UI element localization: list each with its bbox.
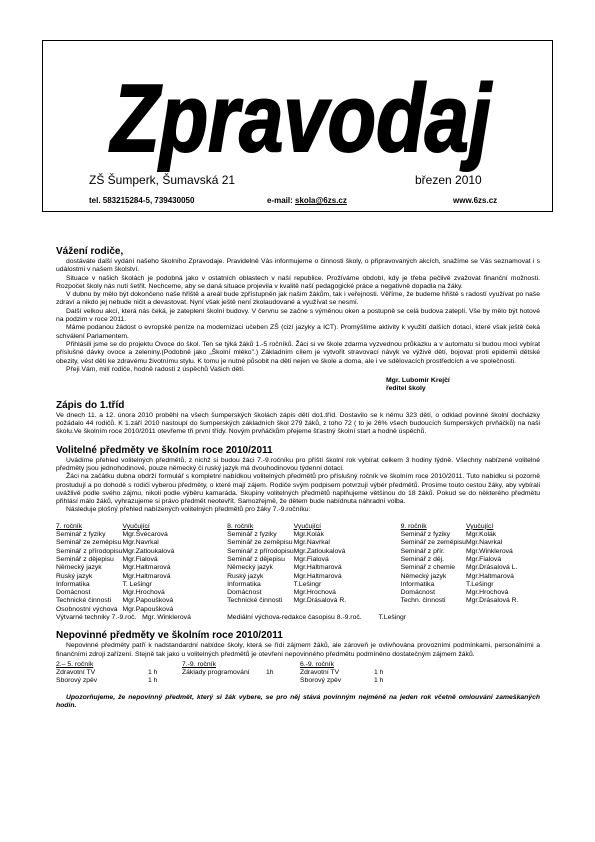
teacher-name: Mgr.Navrkal [465, 539, 503, 547]
teacher-name: Mgr.Hrochová [122, 589, 165, 597]
teacher-name: Mgr.Haltmarová [122, 564, 171, 572]
subject-name: Seminář z děj. [400, 555, 445, 563]
email-label: e-mail: [267, 196, 293, 205]
subject-name: Sborový zpěv [300, 677, 342, 685]
newsletter-logo [101, 59, 501, 179]
volitelne-paragraph: Žáci na začátku dubna obdrží formulář s kompletní nabídkou volitelných předmětů pro příslušný ročník ve školním roce 2010/2011. Tuto nabídku si pozorně prostudují a po dohodě s rodiči vyberou předměty, o které mají zájem. Rodiče svým podpisem potvrzují výběr předmětů. Prosíme touto cestou žáky, aby vybírali uvážlivě podle svého zájmu, nikoli podle výběru kamaráda. Skupiny volitelných předmětů naplňujeme většinou do 18 žáků. Pokud se do některého předmětu přihlásí málo žáků, vyhrazujeme si právo předmět neotevřít. Samozřejmě, že dětem bude nabídnuta náhradní volba. [56, 473, 540, 506]
subject-name: Seminář z přírodopisu [56, 547, 123, 555]
table-row [56, 669, 404, 677]
table-row [56, 597, 540, 605]
teacher-name: Mgr.Haltmarová [293, 564, 342, 572]
teacher-name [294, 606, 401, 614]
volitelne-title: Volitelné předměty ve školním roce 2010/2011 [56, 444, 273, 456]
subject-name: Sborový zpěv [56, 677, 98, 685]
email-link[interactable]: skola@6zs.cz [295, 196, 347, 205]
intro-paragraph: Přihlásili jsme se do projektu Ovoce do škol. Ten se týká žáků 1.-5 ročníků. Žáci si ve škole zdarma vyzvednou průkazku a v automatu si budou moci vybírat příslušné dávky ovoce a zeleniny.(Podobně jako „Školní mléko".) Základním cílem je vytvořit stravovací návyk ve výživě dětí, bojovat proti epidemii dětské obezity, vést děti ke zdravému životnímu stylu. K tomu je nutné působit na děti nejen ve škole a doma, ale i ve sdělovacích prostředcích a ve společnosti. [56, 340, 540, 365]
subject-name: Informatika [227, 580, 261, 588]
table-row [56, 589, 540, 597]
teacher-name: Mgr.Winklerová [465, 547, 513, 555]
teacher-name: Mgr.Haltmarová [293, 572, 342, 580]
intro-body [56, 258, 540, 374]
subject-name: Německý jazyk [56, 564, 102, 572]
teacher-name [466, 606, 540, 614]
teacher-name: Mgr.Drásalová R. [293, 597, 347, 605]
subject-hours: 1 h [148, 677, 158, 685]
subject-name: Výtvarné techniky 7.-9.roč. [56, 613, 137, 621]
teacher-name: Mgr.Zatloukalová [122, 547, 175, 555]
column-header: 7.-9. ročník [182, 660, 216, 668]
subject-name: Ruský jazyk [227, 572, 264, 580]
table-row [56, 614, 540, 622]
teacher-name: Mgr.Drásalová L. [465, 564, 518, 572]
subject-name: Seminář z přír. [400, 547, 445, 555]
subject-name [182, 677, 266, 685]
subject-name: Německý jazyk [400, 572, 447, 580]
elective-subjects-table [56, 523, 540, 623]
table-row [56, 581, 540, 589]
teacher-name: Mgr.Papoušková [122, 605, 174, 613]
subject-name: Seminář z dějepisu [227, 555, 285, 563]
teacher-name: Mgr. Winklerová [142, 613, 191, 621]
teacher-name: Mgr.Haltmarová [122, 572, 171, 580]
teacher-name: Mgr.Fialová [122, 555, 158, 563]
subject-name: Základy programování [182, 669, 250, 677]
teacher-name: Mgr.Švécarová [122, 531, 168, 539]
subject-name: Techn. činnosti [400, 597, 446, 605]
table-row [56, 573, 540, 581]
zapis-text: Ve dnech 11. a 12. února 2010 proběhl na všech šumperských školách zápis dětí do1.tříd. Dostavilo se k němu 323 dětí, o odklad povinné školní docházky požádalo 44 rodičů. K 1.září 2010 nastoupí do šumperských základních škol 279 žáků, z toho 72 ( to je 26% všech budoucích šumperských prvňáčků) na naši školu.Ve školním roce 2010/2011 otevřeme tři první třídy. Novým prvňáčkům přejeme šťastný školní start a hodně úspěchů. [56, 411, 540, 436]
nepovinne-title: Nepovinné předměty ve školním roce 2010/2011 [56, 630, 283, 642]
intro-paragraph: dostáváte další vydání našeho školního Zpravodaje. Pravidelně Vás informujeme o činnosti školy, o připravovaných akcích, snažíme se Vás seznamovat i s událostmi v našem školství. [56, 258, 540, 274]
column-header: 9. ročník [400, 522, 427, 530]
teacher-name: Mgr.Kolák [293, 531, 324, 539]
subject-name: Technické činnosti [56, 597, 112, 605]
teacher-name: Mgr.Drásalová R. [465, 597, 519, 605]
teacher-name: Mgr.Navrkal [293, 539, 330, 547]
school-name: ZŠ Šumperk, Šumavská 21 [89, 173, 236, 187]
subject-name: Informatika [56, 580, 90, 588]
important-note: Upozorňujeme, že nepovinný předmět, který si žák vybere, se pro něj stává povinným nejméně na jeden rok včetně omlouvání zameškaných hodin. [56, 693, 540, 710]
newsletter-content [56, 240, 540, 710]
teacher-name: Mgr.Papoušková [122, 597, 174, 605]
teacher-name: Mgr.Haltmarová [465, 572, 514, 580]
subject-name: Zdravotní TV [300, 669, 340, 677]
table-cell [56, 614, 227, 622]
nepovinne-text: Nepovinné předměty patří k nadstandardní nabídce školy, která se řídí zájmem žáků, ale zároveň je ovlivňována provozními podmínkami, personálními a finančními zdroji zařízení. Stejně tak jako u volitelných předmětů je otevření nepovinného předmětu podmíněno dostatečným zájmem žáků. [56, 642, 540, 658]
subject-name: Domácnost [56, 589, 91, 597]
volitelne-paragraph: Následuje plošný přehled nabízených volitelných předmětů pro žáky 7.-9.ročníku: [66, 506, 311, 514]
signature-name: Mgr. Lubomír Krejčí [386, 377, 450, 385]
table-row [56, 548, 540, 556]
subject-name: Seminář z přírodopisu [227, 547, 294, 555]
subject-name: Seminář ze zeměpisu [227, 539, 293, 547]
zapis-title: Zápis do 1.tříd [56, 399, 125, 411]
subject-name: Německý jazyk [227, 564, 273, 572]
column-header: 2.– 5. ročník [56, 660, 94, 668]
table-cell [227, 614, 466, 622]
subject-name: Ruský jazyk [56, 572, 93, 580]
subject-name: Seminář z fyziky [227, 531, 277, 539]
subject-name: Seminář z chemie [400, 564, 456, 572]
teacher-name: T.Lešingr [378, 613, 407, 621]
newsletter-header [42, 40, 553, 212]
intro-paragraph: Přeji Vám, milí rodiče, hodně radosti z úspěchů Vašich dětí. [66, 365, 245, 373]
column-header: Vyučující [293, 522, 321, 530]
table-body [56, 531, 540, 614]
table-header-row [56, 523, 540, 531]
subject-name: Mediální výchova-redakce časopisu 8.-9.roč. [227, 613, 362, 621]
optional-subjects-table [56, 661, 404, 686]
table-row [56, 564, 540, 572]
teacher-name: Mgr.Fialová [293, 555, 329, 563]
teacher-name: Mgr.Zatloukalová [293, 547, 346, 555]
volitelne-paragraph: Uvádíme přehled volitelných předmětů, z nichž si budou žáci 7.-9.ročníku pro příští školní rok vybírat celkem 3 hodiny týdně. Všechny nabízené volitelné předměty jsou jednohodinové, pouze německý či ruský jazyk má dvouhodinovou týdenní dotaci. [56, 456, 540, 472]
intro-paragraph: Máme podanou žádost o evropské peníze na modernizaci učeben ZŠ (cizí jazyky a ICT). Promýšlíme aktivity k využití dalších dotací, které však ještě čeká schválení Parlamentem. [56, 324, 540, 340]
subject-name: Seminář z fyziky [56, 531, 106, 539]
subject-name [401, 606, 466, 614]
table-cell [466, 614, 540, 622]
subject-hours: 1 h [148, 669, 158, 677]
column-header: 7. ročník [56, 522, 83, 530]
teacher-name: Mgr.Hrochová [465, 589, 509, 597]
subject-name: Informatika [400, 580, 435, 588]
teacher-name: Mgr.Hrochová [293, 589, 336, 597]
subject-name: Seminář z fyziky [400, 531, 451, 539]
email-line [267, 196, 347, 205]
table-row [56, 677, 404, 685]
subject-name: Technické činnosti [227, 597, 283, 605]
subject-name: Seminář z dějepisu [56, 555, 114, 563]
logo-text: Zpravodaj [108, 65, 493, 172]
column-header: 6.-9. ročník [300, 660, 334, 668]
subject-hours: 1h [266, 669, 274, 677]
subject-name [227, 606, 294, 614]
teacher-name: Mgr.Fialová [465, 555, 502, 563]
column-header: Vyučující [465, 522, 494, 530]
teacher-name: Mgr.Navrkal [122, 539, 159, 547]
table-row [56, 556, 540, 564]
teacher-name: T.Lešingr [465, 580, 494, 588]
table-row [56, 531, 540, 539]
subject-hours: 1 h [374, 677, 384, 685]
table-header-row [56, 661, 404, 669]
signature [386, 377, 540, 394]
subject-name: Domácnost [400, 589, 435, 597]
website-link[interactable]: www.6zs.cz [453, 196, 498, 205]
subject-hours: 1 h [374, 669, 384, 677]
table-row [56, 539, 540, 547]
column-header: 8. ročník [227, 522, 254, 530]
subject-name: Seminář ze zeměpisu [400, 539, 466, 547]
subject-name: Seminář ze zeměpisu [56, 539, 122, 547]
subject-name: Zdravotní TV [56, 669, 96, 677]
teacher-name: Mgr.Kolák [465, 531, 497, 539]
teacher-name: T. Lešingr [122, 580, 152, 588]
phone-numbers: tel. 583215284-5, 739430050 [89, 196, 195, 205]
intro-paragraph: Situace v našich školách je podobná jako v ostatních oblastech v naší republice. Prožíváme období, kdy je třeba pečlivě zvažovat finanční možnosti. Rozpočet školy nás nutí šetřit. Nechceme, aby se daná situace projevila v kvalitě naší pedagogické práce a negativně dopadla na žáky. [56, 274, 540, 290]
intro-paragraph: Další velkou akcí, která nás čeká, je zateplení školní budovy. V červnu se začne s výměnou oken a postupně se celá budova zateplí. Vše by mělo být hotové na podzim v roce 2011. [56, 307, 540, 324]
subject-name: Osobnostní výchova [56, 605, 118, 613]
table-row [56, 606, 540, 614]
subject-name: Domácnost [227, 589, 262, 597]
teacher-name: T.Lešingr [293, 580, 322, 588]
column-header: Vyučující [122, 522, 150, 530]
subject-hours [266, 677, 300, 685]
intro-title: Vážení rodiče, [56, 246, 124, 257]
signature-role: ředitel školy [386, 385, 426, 393]
issue-date: březen 2010 [415, 173, 482, 187]
intro-paragraph: V dubnu by mělo být dokončeno naše hřiště a areál bude zpřístupněn jak našim žákům, tak i veřejnosti. Věříme, že budeme hřiště s radostí využívat po naše zdraví a nikdo jej nebude ničit a devastovat. Nyní však ještě není zkolaudované a využívat se nesmí. [56, 291, 540, 307]
